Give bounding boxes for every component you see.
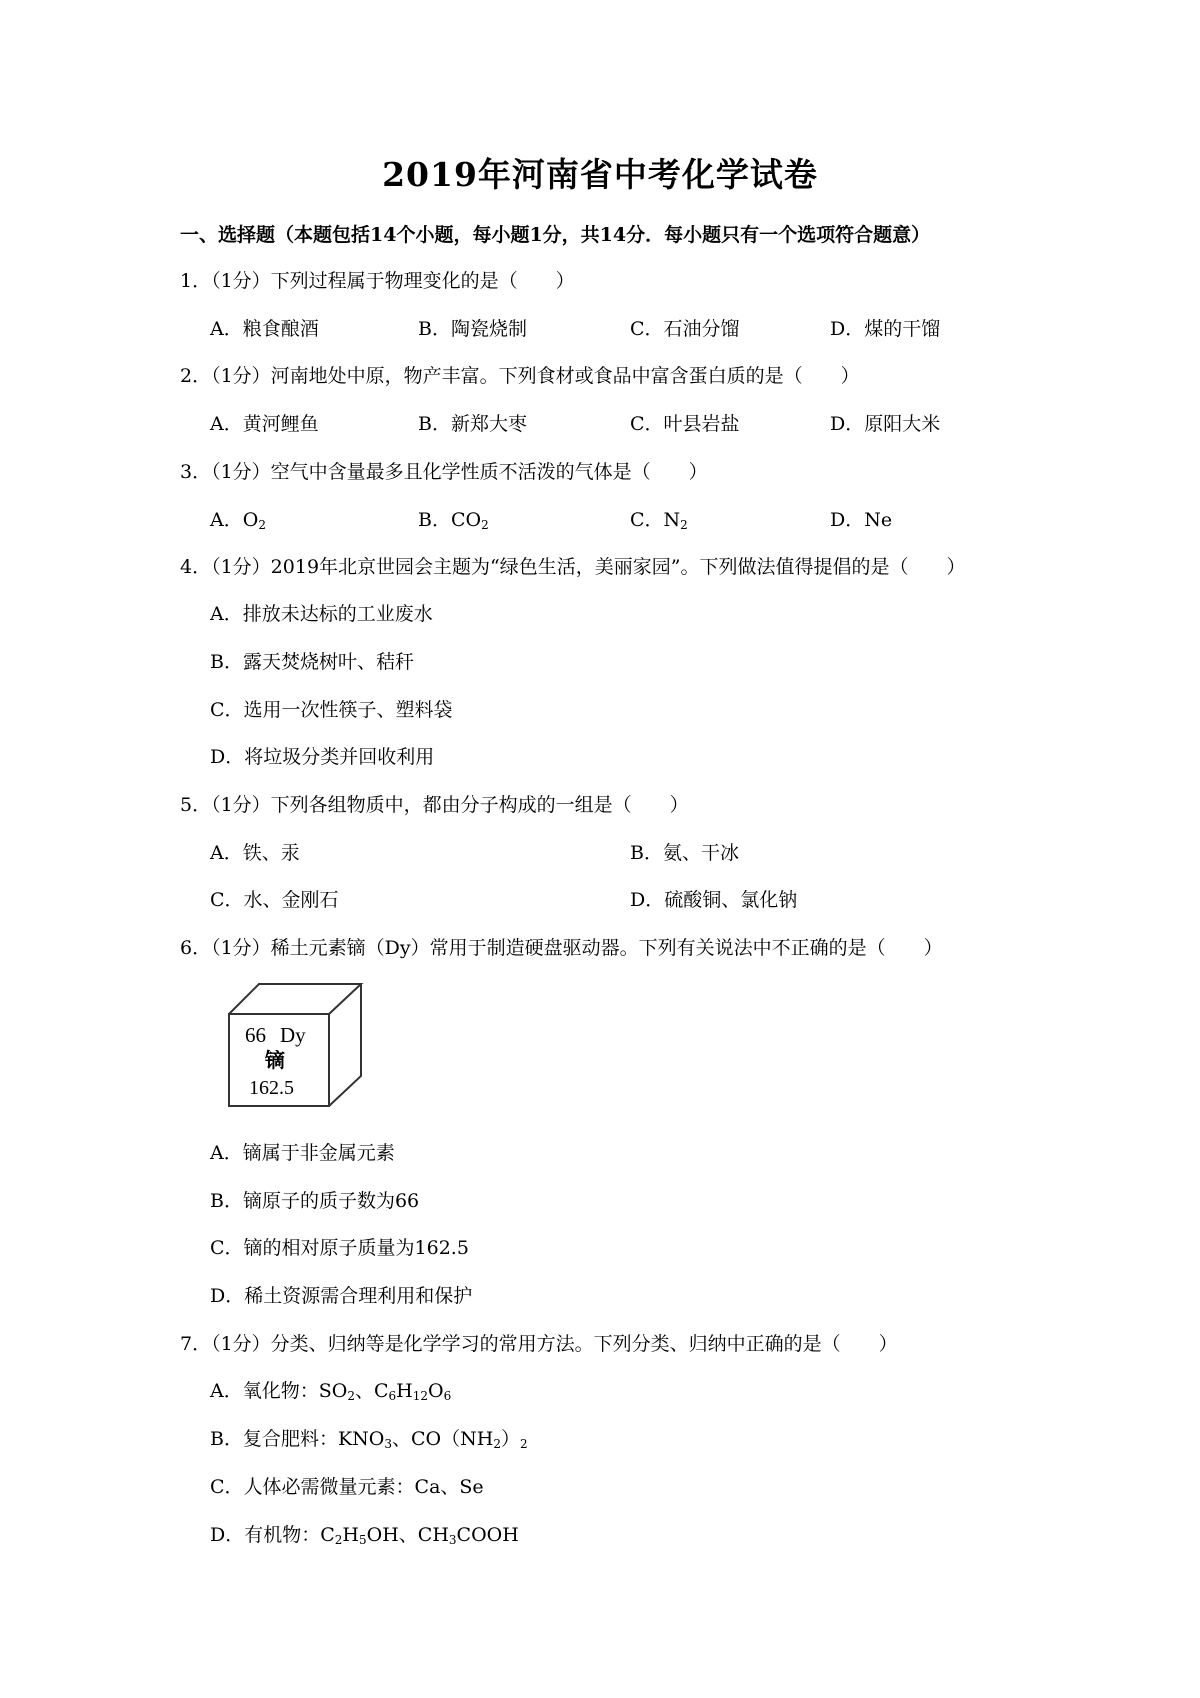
- question-3-option-b[interactable]: [418, 507, 489, 533]
- question-2-option-a[interactable]: A．黄河鲤鱼: [210, 413, 319, 435]
- question-4-option-c[interactable]: C．选用一次性筷子、塑料袋: [210, 699, 453, 721]
- question-5-option-b[interactable]: B．氨、干冰: [630, 842, 739, 864]
- question-6-stem: 6．（1分）稀土元素镝（Dy）常用于制造硬盘驱动器。下列有关说法中不正确的是（ ）: [180, 937, 943, 959]
- question-4-stem: 4．（1分）2019年北京世园会主题为“绿色生活，美丽家园”。下列做法值得提倡的是（ ）: [180, 556, 966, 578]
- atomic-number: 66: [245, 1023, 266, 1047]
- formula: $SO_2$、$C_6H_{12}O_6$: [318, 1380, 452, 1403]
- question-6-option-d[interactable]: D．稀土资源需合理利用和保护: [210, 1285, 473, 1307]
- question-1-option-d[interactable]: D．煤的干馏: [830, 318, 941, 340]
- question-2-option-b[interactable]: B．新郑大枣: [418, 413, 527, 435]
- question-6-option-a[interactable]: A．镝属于非金属元素: [210, 1142, 395, 1164]
- element-cell-dysprosium: [225, 980, 365, 1110]
- option-text: B．复合肥料：: [210, 1428, 338, 1450]
- question-3-option-c[interactable]: [630, 507, 688, 533]
- formula-subscript: 2: [258, 518, 266, 532]
- question-4-option-d[interactable]: D．将垃圾分类并回收利用: [210, 746, 435, 768]
- formula: $C_2H_5OH$、$CH_3COOH$: [320, 1524, 519, 1547]
- question-5-option-c[interactable]: C．水、金刚石: [210, 889, 339, 911]
- question-2-option-d[interactable]: D．原阳大米: [830, 413, 941, 435]
- option-prefix: A．: [210, 509, 243, 531]
- question-3-option-d[interactable]: D．Ne: [830, 509, 893, 531]
- formula: CO: [450, 509, 482, 531]
- option-text: D．有机物：: [210, 1524, 321, 1546]
- formula: $KNO_3$、$CO(NH_2)_2$: [337, 1428, 528, 1451]
- exam-title: 2019年河南省中考化学试卷: [382, 155, 818, 194]
- question-3-stem: 3．（1分）空气中含量最多且化学性质不活泼的气体是（ ）: [180, 461, 708, 483]
- question-4-option-a[interactable]: A．排放未达标的工业废水: [210, 603, 433, 625]
- formula-subscript: 2: [680, 518, 688, 532]
- question-1-option-a[interactable]: A．粮食酿酒: [210, 318, 319, 340]
- question-2-option-c[interactable]: C．叶县岩盐: [630, 413, 740, 435]
- question-5-option-d[interactable]: D．硫酸铜、氯化钠: [630, 889, 798, 911]
- section-heading: 一、选择题（本题包括14个小题，每小题1分，共14分．每小题只有一个选项符合题意）: [180, 224, 931, 246]
- question-6-option-b[interactable]: B．镝原子的质子数为66: [210, 1190, 420, 1212]
- formula-subscript: 2: [481, 518, 489, 532]
- atomic-mass: 162.5: [249, 1077, 294, 1099]
- option-prefix: B．: [418, 509, 451, 531]
- question-2-stem: 2．（1分）河南地处中原，物产丰富。下列食材或食品中富含蛋白质的是（ ）: [180, 365, 860, 387]
- question-7-option-b[interactable]: [210, 1426, 528, 1452]
- formula: N: [663, 509, 681, 531]
- question-7-option-d[interactable]: [210, 1522, 519, 1548]
- option-prefix: C．: [630, 509, 664, 531]
- element-name: 镝: [265, 1048, 285, 1072]
- question-6-option-c[interactable]: C．镝的相对原子质量为162.5: [210, 1237, 469, 1259]
- question-1-option-b[interactable]: B．陶瓷烧制: [418, 318, 527, 340]
- question-3-option-a[interactable]: [210, 507, 266, 533]
- question-1-stem: 1．（1分）下列过程属于物理变化的是（ ）: [180, 270, 575, 292]
- question-1-option-c[interactable]: C．石油分馏: [630, 318, 740, 340]
- question-7-option-a[interactable]: [210, 1378, 451, 1404]
- question-7-stem: 7．（1分）分类、归纳等是化学学习的常用方法。下列分类、归纳中正确的是（ ）: [180, 1333, 898, 1355]
- question-5-option-a[interactable]: A．铁、汞: [210, 842, 300, 864]
- option-text: A．氧化物：: [210, 1380, 319, 1402]
- question-5-stem: 5．（1分）下列各组物质中，都由分子构成的一组是（ ）: [180, 794, 689, 816]
- question-7-option-c[interactable]: C．人体必需微量元素：Ca、Se: [210, 1476, 484, 1498]
- element-symbol: Dy: [280, 1023, 306, 1047]
- question-4-option-b[interactable]: B．露天焚烧树叶、秸秆: [210, 651, 414, 673]
- formula: O: [242, 509, 259, 531]
